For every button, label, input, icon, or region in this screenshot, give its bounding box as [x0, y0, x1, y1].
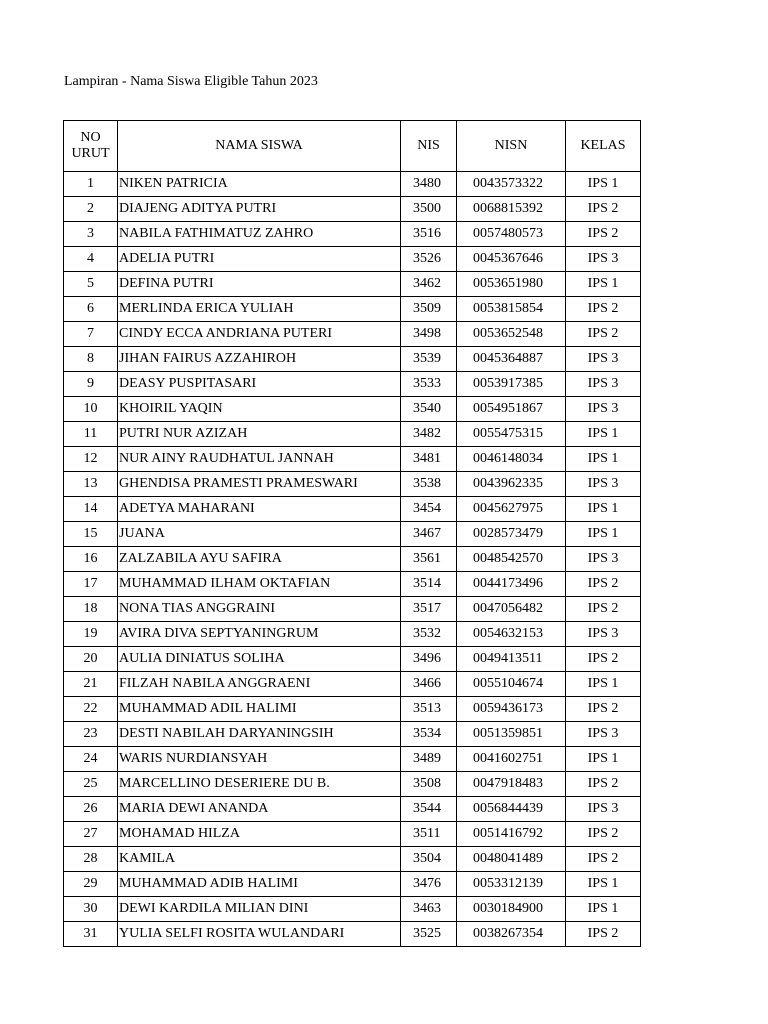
- cell-nama-siswa: GHENDISA PRAMESTI PRAMESWARI: [118, 472, 401, 497]
- cell-nis: 3454: [401, 497, 457, 522]
- cell-kelas: IPS 2: [566, 222, 641, 247]
- cell-nis: 3539: [401, 347, 457, 372]
- table-row: [64, 247, 641, 272]
- cell-nama-siswa: MOHAMAD HILZA: [118, 822, 401, 847]
- cell-nisn: 0053815854: [457, 297, 566, 322]
- table-row: [64, 172, 641, 197]
- cell-nisn: 0043962335: [457, 472, 566, 497]
- cell-no-urut: 14: [64, 497, 118, 522]
- cell-nisn: 0055475315: [457, 422, 566, 447]
- cell-nis: 3463: [401, 897, 457, 922]
- cell-no-urut: 6: [64, 297, 118, 322]
- cell-nama-siswa: MARCELLINO DESERIERE DU B.: [118, 772, 401, 797]
- cell-nisn: 0051359851: [457, 722, 566, 747]
- cell-nisn: 0051416792: [457, 822, 566, 847]
- header-kelas: KELAS: [566, 121, 641, 172]
- cell-nama-siswa: MUHAMMAD ADIB HALIMI: [118, 872, 401, 897]
- cell-nis: 3467: [401, 522, 457, 547]
- cell-nisn: 0053312139: [457, 872, 566, 897]
- cell-nama-siswa: KHOIRIL YAQIN: [118, 397, 401, 422]
- header-nama-siswa: NAMA SISWA: [118, 121, 401, 172]
- cell-no-urut: 23: [64, 722, 118, 747]
- cell-nisn: 0028573479: [457, 522, 566, 547]
- cell-nama-siswa: NUR AINY RAUDHATUL JANNAH: [118, 447, 401, 472]
- cell-kelas: IPS 2: [566, 697, 641, 722]
- cell-nis: 3496: [401, 647, 457, 672]
- cell-no-urut: 1: [64, 172, 118, 197]
- cell-no-urut: 21: [64, 672, 118, 697]
- student-table: [63, 120, 641, 947]
- cell-kelas: IPS 3: [566, 372, 641, 397]
- cell-no-urut: 25: [64, 772, 118, 797]
- cell-nis: 3517: [401, 597, 457, 622]
- cell-kelas: IPS 1: [566, 447, 641, 472]
- cell-nisn: 0055104674: [457, 672, 566, 697]
- cell-kelas: IPS 2: [566, 772, 641, 797]
- table-row: [64, 622, 641, 647]
- cell-no-urut: 22: [64, 697, 118, 722]
- cell-nisn: 0059436173: [457, 697, 566, 722]
- table-row: [64, 872, 641, 897]
- cell-no-urut: 9: [64, 372, 118, 397]
- header-nis: NIS: [401, 121, 457, 172]
- header-no-line1: NO: [80, 130, 101, 145]
- cell-kelas: IPS 1: [566, 172, 641, 197]
- cell-nis: 3498: [401, 322, 457, 347]
- cell-nisn: 0047056482: [457, 597, 566, 622]
- cell-no-urut: 19: [64, 622, 118, 647]
- cell-kelas: IPS 2: [566, 847, 641, 872]
- table-row: [64, 722, 641, 747]
- cell-no-urut: 12: [64, 447, 118, 472]
- table-row: [64, 597, 641, 622]
- cell-nis: 3466: [401, 672, 457, 697]
- cell-kelas: IPS 2: [566, 322, 641, 347]
- cell-kelas: IPS 1: [566, 872, 641, 897]
- cell-no-urut: 2: [64, 197, 118, 222]
- cell-nisn: 0056844439: [457, 797, 566, 822]
- cell-kelas: IPS 1: [566, 672, 641, 697]
- cell-no-urut: 3: [64, 222, 118, 247]
- table-row: [64, 422, 641, 447]
- cell-kelas: IPS 2: [566, 597, 641, 622]
- cell-nama-siswa: MUHAMMAD ADIL HALIMI: [118, 697, 401, 722]
- cell-kelas: IPS 3: [566, 247, 641, 272]
- cell-no-urut: 10: [64, 397, 118, 422]
- table-row: [64, 497, 641, 522]
- cell-nis: 3489: [401, 747, 457, 772]
- cell-kelas: IPS 3: [566, 797, 641, 822]
- cell-nama-siswa: YULIA SELFI ROSITA WULANDARI: [118, 922, 401, 947]
- cell-nisn: 0053652548: [457, 322, 566, 347]
- cell-nisn: 0057480573: [457, 222, 566, 247]
- cell-nisn: 0048542570: [457, 547, 566, 572]
- table-row: [64, 747, 641, 772]
- cell-nis: 3508: [401, 772, 457, 797]
- cell-nis: 3513: [401, 697, 457, 722]
- cell-no-urut: 13: [64, 472, 118, 497]
- cell-nama-siswa: FILZAH NABILA ANGGRAENI: [118, 672, 401, 697]
- table-row: [64, 672, 641, 697]
- cell-nama-siswa: MERLINDA ERICA YULIAH: [118, 297, 401, 322]
- cell-nama-siswa: DEWI KARDILA MILIAN DINI: [118, 897, 401, 922]
- cell-no-urut: 17: [64, 572, 118, 597]
- cell-kelas: IPS 1: [566, 897, 641, 922]
- cell-kelas: IPS 2: [566, 297, 641, 322]
- cell-nama-siswa: KAMILA: [118, 847, 401, 872]
- cell-nis: 3462: [401, 272, 457, 297]
- cell-nisn: 0068815392: [457, 197, 566, 222]
- table-row: [64, 772, 641, 797]
- cell-kelas: IPS 1: [566, 422, 641, 447]
- cell-kelas: IPS 3: [566, 397, 641, 422]
- cell-kelas: IPS 2: [566, 572, 641, 597]
- document-title: Lampiran - Nama Siswa Eligible Tahun 2023: [64, 74, 318, 89]
- cell-nis: 3480: [401, 172, 457, 197]
- cell-nama-siswa: ZALZABILA AYU SAFIRA: [118, 547, 401, 572]
- cell-nisn: 0038267354: [457, 922, 566, 947]
- cell-nis: 3514: [401, 572, 457, 597]
- cell-nisn: 0030184900: [457, 897, 566, 922]
- table-row: [64, 797, 641, 822]
- table-row: [64, 472, 641, 497]
- table-row: [64, 347, 641, 372]
- table-row: [64, 372, 641, 397]
- cell-no-urut: 31: [64, 922, 118, 947]
- cell-kelas: IPS 3: [566, 547, 641, 572]
- cell-nama-siswa: NABILA FATHIMATUZ ZAHRO: [118, 222, 401, 247]
- cell-kelas: IPS 1: [566, 272, 641, 297]
- cell-nama-siswa: AULIA DINIATUS SOLIHA: [118, 647, 401, 672]
- table-row: [64, 197, 641, 222]
- table-row: [64, 272, 641, 297]
- cell-nisn: 0047918483: [457, 772, 566, 797]
- cell-nisn: 0041602751: [457, 747, 566, 772]
- cell-nis: 3525: [401, 922, 457, 947]
- cell-nama-siswa: DEASY PUSPITASARI: [118, 372, 401, 397]
- cell-kelas: IPS 2: [566, 647, 641, 672]
- cell-nis: 3538: [401, 472, 457, 497]
- cell-nisn: 0048041489: [457, 847, 566, 872]
- cell-nama-siswa: WARIS NURDIANSYAH: [118, 747, 401, 772]
- cell-no-urut: 20: [64, 647, 118, 672]
- cell-nis: 3533: [401, 372, 457, 397]
- cell-nis: 3482: [401, 422, 457, 447]
- cell-no-urut: 4: [64, 247, 118, 272]
- cell-kelas: IPS 3: [566, 347, 641, 372]
- cell-nis: 3534: [401, 722, 457, 747]
- cell-no-urut: 30: [64, 897, 118, 922]
- cell-nama-siswa: AVIRA DIVA SEPTYANINGRUM: [118, 622, 401, 647]
- cell-no-urut: 8: [64, 347, 118, 372]
- cell-nama-siswa: CINDY ECCA ANDRIANA PUTERI: [118, 322, 401, 347]
- cell-kelas: IPS 3: [566, 472, 641, 497]
- cell-no-urut: 28: [64, 847, 118, 872]
- table-row: [64, 647, 641, 672]
- table-body: [64, 172, 641, 947]
- table-row: [64, 897, 641, 922]
- cell-kelas: IPS 3: [566, 622, 641, 647]
- cell-nis: 3526: [401, 247, 457, 272]
- cell-nis: 3540: [401, 397, 457, 422]
- cell-nis: 3509: [401, 297, 457, 322]
- table-row: [64, 822, 641, 847]
- cell-no-urut: 27: [64, 822, 118, 847]
- cell-nis: 3516: [401, 222, 457, 247]
- cell-nama-siswa: PUTRI NUR AZIZAH: [118, 422, 401, 447]
- cell-nama-siswa: MARIA DEWI ANANDA: [118, 797, 401, 822]
- cell-kelas: IPS 2: [566, 922, 641, 947]
- table-header: [64, 121, 641, 172]
- cell-nama-siswa: DESTI NABILAH DARYANINGSIH: [118, 722, 401, 747]
- cell-nis: 3532: [401, 622, 457, 647]
- cell-nama-siswa: DIAJENG ADITYA PUTRI: [118, 197, 401, 222]
- cell-nama-siswa: ADELIA PUTRI: [118, 247, 401, 272]
- cell-kelas: IPS 2: [566, 822, 641, 847]
- cell-nama-siswa: ADETYA MAHARANI: [118, 497, 401, 522]
- cell-nis: 3481: [401, 447, 457, 472]
- cell-kelas: IPS 3: [566, 722, 641, 747]
- table-row: [64, 447, 641, 472]
- header-no-line2: URUT: [71, 146, 110, 161]
- cell-no-urut: 7: [64, 322, 118, 347]
- cell-kelas: IPS 1: [566, 497, 641, 522]
- header-nisn: NISN: [457, 121, 566, 172]
- cell-no-urut: 5: [64, 272, 118, 297]
- cell-nisn: 0045367646: [457, 247, 566, 272]
- cell-nama-siswa: JIHAN FAIRUS AZZAHIROH: [118, 347, 401, 372]
- cell-nis: 3504: [401, 847, 457, 872]
- table-row: [64, 222, 641, 247]
- cell-nis: 3500: [401, 197, 457, 222]
- cell-kelas: IPS 1: [566, 747, 641, 772]
- cell-nis: 3476: [401, 872, 457, 897]
- header-no-urut: [64, 121, 118, 172]
- cell-nisn: 0053917385: [457, 372, 566, 397]
- cell-nama-siswa: MUHAMMAD ILHAM OKTAFIAN: [118, 572, 401, 597]
- table-row: [64, 572, 641, 597]
- cell-no-urut: 11: [64, 422, 118, 447]
- cell-no-urut: 29: [64, 872, 118, 897]
- cell-no-urut: 18: [64, 597, 118, 622]
- table-row: [64, 847, 641, 872]
- cell-no-urut: 16: [64, 547, 118, 572]
- cell-nama-siswa: NONA TIAS ANGGRAINI: [118, 597, 401, 622]
- table-row: [64, 697, 641, 722]
- cell-nama-siswa: DEFINA PUTRI: [118, 272, 401, 297]
- cell-kelas: IPS 2: [566, 197, 641, 222]
- cell-nama-siswa: JUANA: [118, 522, 401, 547]
- table-row: [64, 397, 641, 422]
- header-row: [64, 121, 641, 172]
- cell-nisn: 0043573322: [457, 172, 566, 197]
- cell-no-urut: 26: [64, 797, 118, 822]
- table-row: [64, 297, 641, 322]
- cell-nis: 3561: [401, 547, 457, 572]
- table-row: [64, 547, 641, 572]
- cell-nisn: 0045364887: [457, 347, 566, 372]
- cell-nisn: 0054951867: [457, 397, 566, 422]
- cell-nisn: 0044173496: [457, 572, 566, 597]
- cell-nis: 3544: [401, 797, 457, 822]
- table-row: [64, 922, 641, 947]
- cell-nisn: 0049413511: [457, 647, 566, 672]
- cell-nama-siswa: NIKEN PATRICIA: [118, 172, 401, 197]
- table-row: [64, 322, 641, 347]
- cell-kelas: IPS 1: [566, 522, 641, 547]
- table-row: [64, 522, 641, 547]
- cell-no-urut: 15: [64, 522, 118, 547]
- cell-nisn: 0045627975: [457, 497, 566, 522]
- cell-nisn: 0053651980: [457, 272, 566, 297]
- cell-nis: 3511: [401, 822, 457, 847]
- cell-nisn: 0054632153: [457, 622, 566, 647]
- cell-no-urut: 24: [64, 747, 118, 772]
- cell-nisn: 0046148034: [457, 447, 566, 472]
